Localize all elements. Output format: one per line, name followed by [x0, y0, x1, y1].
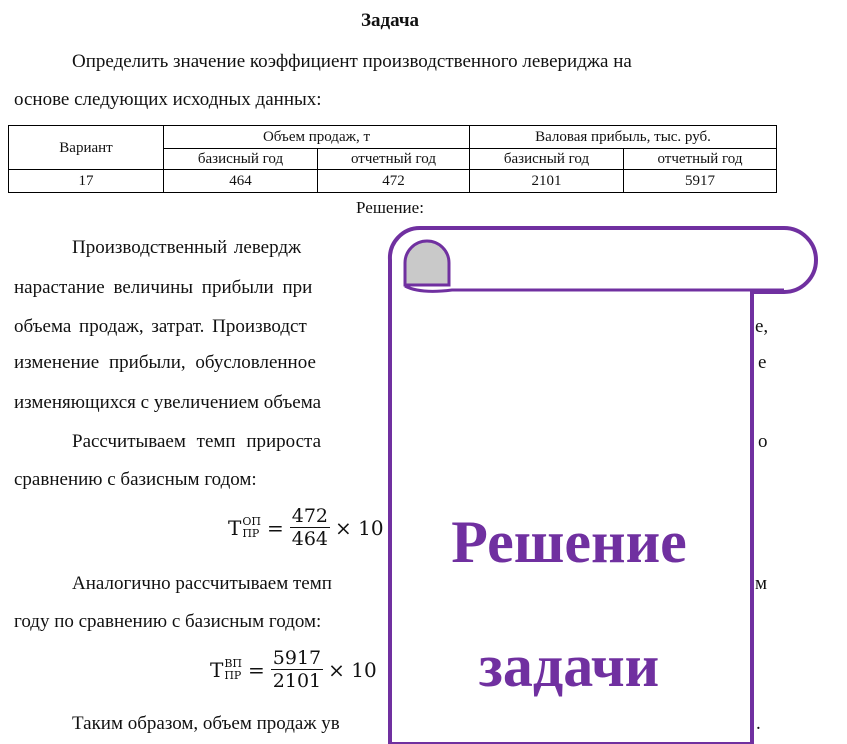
cell-sales-base: 464	[164, 170, 318, 193]
body-line-9: году по сравнению с базисным годом:	[14, 611, 322, 632]
header-sales-volume: Объем продаж, т	[164, 126, 470, 149]
cell-sales-report: 472	[318, 170, 470, 193]
fraction-numerator: 5917	[272, 647, 322, 669]
body-line-2: нарастание величины прибыли при	[14, 277, 313, 298]
body-line-4: изменение прибыли, обусловленное	[14, 352, 316, 373]
formula-subscript: ПР	[224, 668, 242, 682]
task-line-2: основе следующих исходных данных:	[14, 89, 322, 110]
overlay-title-line-2: задачи	[478, 633, 660, 699]
subheader-profit-report: отчетный год	[624, 149, 777, 170]
body-line-3: объема продаж, затрат. Производст	[14, 316, 307, 337]
header-variant: Вариант	[9, 126, 164, 170]
text-fragment: е	[758, 352, 767, 373]
formula-tail: × 10	[328, 657, 377, 682]
body-line-1: Производственный левердж	[72, 237, 302, 258]
formula-symbol: Т	[210, 657, 224, 682]
body-line-8: Аналогично рассчитываем темп	[72, 573, 332, 594]
fraction-numerator: 472	[291, 505, 328, 527]
body-line-6: Рассчитываем темп прироста	[72, 431, 322, 452]
header-gross-profit: Валовая прибыль, тыс. руб.	[470, 126, 777, 149]
body-line-5: изменяющихся с увеличением объема	[14, 392, 322, 413]
body-line-7: сравнению с базисным годом:	[14, 469, 257, 490]
text-fragment: о	[758, 431, 768, 452]
subheader-sales-base: базисный год	[164, 149, 318, 170]
task-line-1: Определить значение коэффициент производственного левериджа на	[72, 51, 632, 72]
scroll-curl	[405, 241, 449, 285]
equals-sign: =	[266, 515, 284, 540]
fraction-denominator: 464	[291, 528, 328, 550]
formula-symbol: Т	[228, 515, 242, 540]
text-fragment: .	[756, 713, 761, 734]
formula-tail: × 10	[335, 515, 384, 540]
text-fragment: е,	[755, 316, 769, 337]
document-title: Задача	[360, 10, 420, 31]
cell-profit-report: 5917	[624, 170, 777, 193]
formula-superscript: ВП	[224, 656, 243, 670]
subheader-sales-report: отчетный год	[318, 149, 470, 170]
formula-superscript: ОП	[242, 514, 261, 528]
formula-subscript: ПР	[242, 526, 260, 540]
cell-variant: 17	[9, 170, 164, 193]
cell-profit-base: 2101	[470, 170, 624, 193]
body-line-10: Таким образом, объем продаж ув	[72, 713, 340, 734]
subheader-profit-base: базисный год	[470, 149, 624, 170]
equals-sign: =	[248, 657, 265, 682]
text-fragment: м	[755, 573, 768, 594]
solution-heading: Решение:	[356, 198, 424, 217]
overlay-title-line-1: Решение	[451, 509, 687, 575]
fraction-denominator: 2101	[272, 670, 322, 692]
